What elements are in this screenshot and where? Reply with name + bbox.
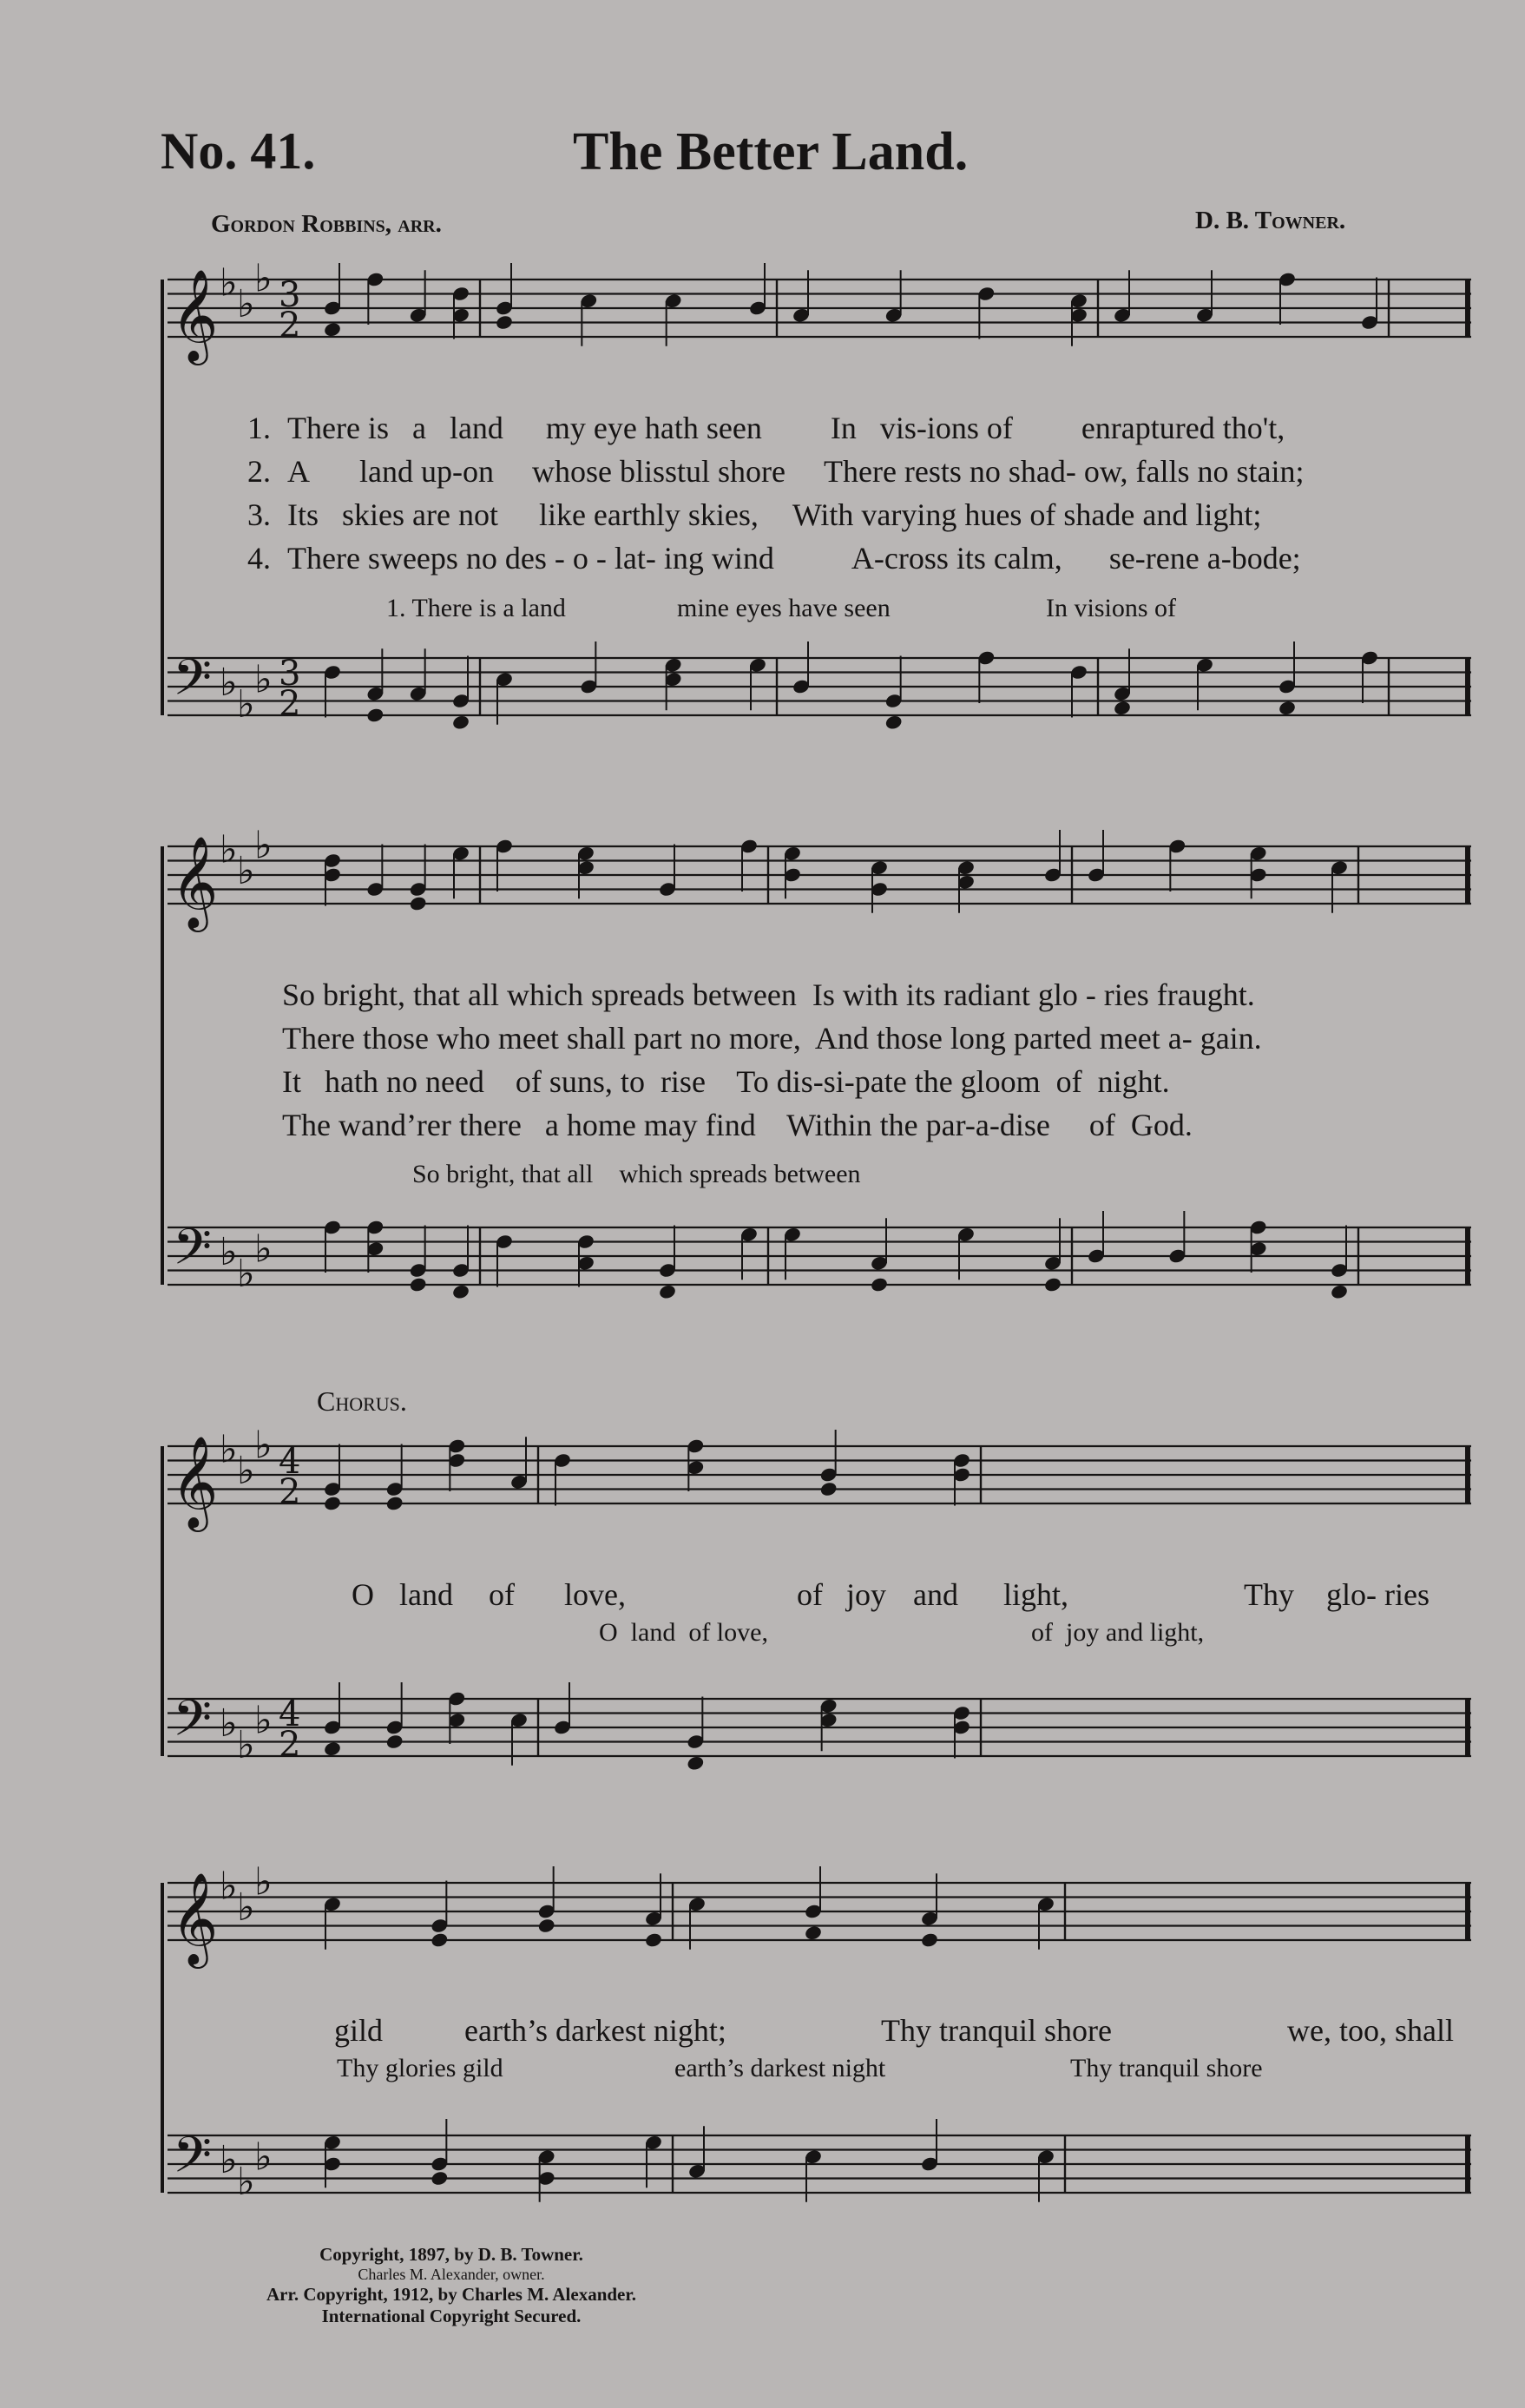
- note-head: [365, 707, 385, 723]
- time-signature-top: 4: [279, 1442, 301, 1482]
- flat-icon: ♭: [237, 1251, 255, 1296]
- flat-icon: ♭: [237, 282, 255, 326]
- note-head: [819, 1481, 838, 1497]
- flat-icon: ♭: [254, 657, 273, 702]
- bass-words-3: Thy tranquil shore: [1070, 2054, 1263, 2082]
- note-head: [451, 1284, 470, 1300]
- flat-icon: ♭: [220, 1427, 238, 1472]
- time-signature-bottom: 2: [279, 1472, 301, 1512]
- flat-icon: ♭: [220, 1701, 238, 1746]
- end-bar-line: [1465, 1446, 1470, 1503]
- flat-icon: ♭: [254, 1698, 273, 1743]
- flat-icon: ♭: [254, 2135, 273, 2180]
- bass-words-2: of joy and light,: [1031, 1618, 1205, 1647]
- verse-3-line: It hath no need of suns, to rise To dis-si-pate the gloom of night.: [282, 1064, 1170, 1099]
- bass-words-2: earth’s darkest night: [674, 2054, 886, 2082]
- copyright-line-2: Charles M. Alexander, owner.: [358, 2266, 545, 2283]
- flat-icon: ♭: [220, 1230, 238, 1274]
- lyric-syllable: enraptured tho't,: [1081, 411, 1285, 445]
- lyric-syllable: gild: [334, 2013, 384, 2048]
- copyright-line-4: International Copyright Secured.: [321, 2306, 582, 2326]
- bass-words-3: In visions of: [1046, 594, 1176, 622]
- end-bar-line: [1465, 1227, 1470, 1285]
- bass-words: So bright, that all which spreads between: [412, 1160, 861, 1188]
- bass-clef-icon: 𝄢: [173, 2125, 213, 2197]
- verse-4-line: The wand’rer there a home may find Within the par-a-dise of God.: [282, 1108, 1193, 1142]
- note-head: [686, 1755, 705, 1772]
- lyric-syllable: se-rene a-bode;: [1108, 541, 1301, 576]
- bass-clef-icon: 𝄢: [173, 648, 213, 720]
- lyric-syllable: There rests no shad- ow, falls no stain;: [823, 454, 1305, 489]
- treble-clef-icon: 𝄞: [171, 835, 219, 928]
- copyright-notice: [200, 2244, 703, 2327]
- end-bar-line: [1465, 658, 1470, 715]
- verse-number: 3.: [247, 497, 271, 532]
- lyric-syllable: love,: [564, 1577, 626, 1612]
- bass-clef-icon: 𝄢: [173, 1217, 213, 1289]
- treble-clef-icon: 𝄞: [171, 268, 219, 361]
- flat-icon: ♭: [254, 256, 273, 301]
- flat-icon: ♭: [237, 681, 255, 727]
- note-head: [430, 2170, 449, 2187]
- lyric-syllable: light,: [1003, 1577, 1069, 1612]
- verse-number: 4.: [247, 541, 271, 576]
- flat-icon: ♭: [220, 260, 238, 306]
- time-signature-bottom: 2: [279, 306, 301, 345]
- end-bar-line: [1465, 1883, 1470, 1940]
- flat-icon: ♭: [237, 1885, 255, 1930]
- flat-icon: ♭: [254, 823, 273, 868]
- lyric-syllable: A: [287, 454, 309, 489]
- time-signature-bottom: 2: [279, 1725, 301, 1765]
- copyright-line-3: Arr. Copyright, 1912, by Charles M. Alexander.: [266, 2284, 637, 2305]
- bass-words-1: O land of love,: [599, 1618, 768, 1647]
- lyric-syllable: O: [352, 1577, 374, 1612]
- note-head: [920, 1931, 939, 1948]
- treble-clef-icon: 𝄞: [171, 1435, 219, 1528]
- hymn-title: The Better Land.: [573, 122, 969, 181]
- lyric-syllable: land: [449, 411, 503, 445]
- verse-2-line: [247, 453, 1305, 490]
- time-signature-top: 3: [279, 275, 301, 315]
- lyric-syllable: land up-on: [359, 454, 494, 489]
- note-head: [409, 1276, 428, 1293]
- lyric-syllable: There sweeps no des - o - lat- ing wind: [287, 541, 774, 576]
- lyric-syllable: glo- ries: [1326, 1577, 1430, 1612]
- lyric-syllable: In: [830, 411, 857, 445]
- flat-icon: ♭: [254, 1859, 273, 1905]
- flat-icon: ♭: [220, 827, 238, 872]
- lyric-syllable: There is: [287, 411, 389, 445]
- end-bar-line: [1465, 280, 1470, 337]
- flat-icon: ♭: [237, 849, 255, 893]
- lyric-syllable: A-cross its calm,: [851, 541, 1062, 576]
- copyright-line-1: Copyright, 1897, by D. B. Towner.: [319, 2244, 583, 2265]
- note-head: [1043, 1276, 1062, 1293]
- note-head: [1330, 1284, 1349, 1300]
- treble-clef-icon: 𝄞: [171, 1872, 219, 1964]
- lyric-syllable: a: [411, 411, 426, 445]
- bass-words-2: mine eyes have seen: [677, 594, 891, 622]
- note-head: [537, 1918, 556, 1934]
- lyric-syllable: vis-ions of: [879, 411, 1013, 445]
- bass-words-1: Thy glories gild: [337, 2054, 503, 2082]
- flat-icon: ♭: [237, 1449, 255, 1493]
- note-head: [409, 895, 428, 911]
- verse-4-line: [247, 540, 1301, 576]
- note-head: [658, 1284, 677, 1300]
- end-bar-line: [1465, 1699, 1470, 1756]
- flat-icon: ♭: [254, 1423, 273, 1468]
- lyric-syllable: of: [797, 1577, 823, 1612]
- note-head: [1278, 700, 1297, 716]
- flat-icon: ♭: [220, 2138, 238, 2182]
- note-head: [451, 714, 470, 731]
- note-head: [1113, 700, 1132, 716]
- lyric-syllable: like earthly skies,: [538, 497, 759, 532]
- verse-3-line: [247, 497, 1261, 533]
- end-bar-line: [1465, 846, 1470, 904]
- note-head: [644, 1931, 663, 1948]
- hymn-number: No. 41.: [161, 122, 316, 180]
- verse-1-line: [247, 410, 1285, 446]
- time-signature-top: 4: [279, 1694, 301, 1734]
- bass-words-1: 1. There is a land: [386, 594, 566, 622]
- flat-icon: ♭: [237, 1722, 255, 1767]
- flat-icon: ♭: [220, 1864, 238, 1909]
- arranger-credit: Gordon Robbins, arr.: [211, 210, 442, 238]
- lyric-syllable: of: [489, 1577, 515, 1612]
- note-head: [385, 1734, 404, 1750]
- note-head: [430, 1931, 449, 1948]
- lyric-syllable: skies are not: [342, 497, 498, 532]
- bass-clef-icon: 𝄢: [173, 1688, 213, 1760]
- lyric-syllable: With varying hues of shade and light;: [792, 497, 1262, 532]
- verse-number: 2.: [247, 454, 271, 489]
- lyric-syllable: Thy tranquil shore: [881, 2013, 1112, 2048]
- note-head: [870, 1276, 889, 1293]
- verse-2-line: There those who meet shall part no more, And those long parted meet a- gain.: [282, 1021, 1262, 1056]
- lyric-syllable: joy: [846, 1577, 887, 1612]
- time-signature-bottom: 2: [279, 684, 301, 724]
- note-head: [323, 1495, 342, 1511]
- note-head: [884, 714, 904, 731]
- lyric-syllable: we, too, shall: [1287, 2013, 1454, 2048]
- note-head: [323, 321, 342, 338]
- lyric-syllable: Thy: [1244, 1577, 1294, 1612]
- flat-icon: ♭: [220, 661, 238, 705]
- lyric-syllable: land: [399, 1577, 453, 1612]
- chorus-label: Chorus.: [317, 1385, 407, 1417]
- end-bar-line: [1465, 2135, 1470, 2193]
- flat-icon: ♭: [237, 2159, 255, 2204]
- lyric-syllable: and: [913, 1577, 958, 1612]
- verse-1-line: So bright, that all which spreads between Is with its radiant glo - ries fraught.: [282, 977, 1255, 1012]
- lyric-syllable: whose blisstul shore: [531, 454, 786, 489]
- lyric-syllable: earth’s darkest night;: [464, 2013, 726, 2048]
- flat-icon: ♭: [254, 1227, 273, 1272]
- note-head: [385, 1495, 404, 1511]
- note-head: [804, 1924, 823, 1941]
- lyric-syllable: Its: [287, 497, 319, 532]
- note-head: [323, 1740, 342, 1757]
- note-head: [495, 314, 514, 331]
- lyric-syllable: my eye hath seen: [545, 411, 762, 445]
- composer-credit: D. B. Towner.: [1195, 207, 1346, 234]
- verse-number: 1.: [247, 411, 271, 445]
- time-signature-top: 3: [279, 654, 301, 694]
